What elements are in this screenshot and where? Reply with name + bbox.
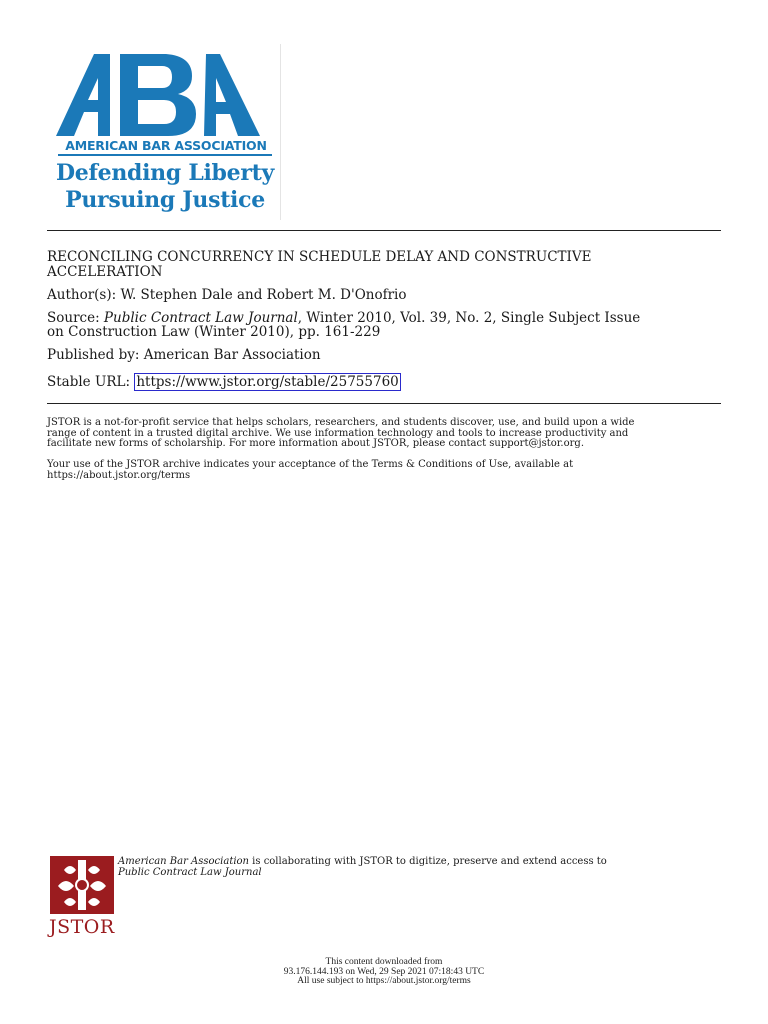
collab-journal: Public Contract Law Journal (118, 866, 262, 878)
aba-divider (58, 154, 272, 156)
collab-text: is collaborating with JSTOR to digitize, preserve and extend access to (249, 856, 607, 867)
authors: W. Stephen Dale and Robert M. D'Onofrio (120, 287, 407, 303)
notice-line1: JSTOR is a not-for-profit service that helps scholars, researchers, and students discover, use, and build upon a wide (47, 417, 635, 428)
publisher-line (47, 348, 321, 363)
notice-line2: range of content in a trusted digital archive. We use information technology and tools to increase productivity and (47, 427, 629, 439)
authors-label: Author(s): (47, 287, 117, 303)
terms-url[interactable]: https://about.jstor.org/terms (47, 469, 191, 481)
top-rule (47, 230, 721, 231)
terms-line1: Your use of the JSTOR archive indicates your acceptance of the Terms & Conditions of Use, available at (47, 459, 574, 470)
jstor-emblem-icon (50, 856, 114, 914)
aba-letters-logo (54, 50, 276, 140)
article-title-line2: ACCELERATION (47, 264, 163, 280)
footer-line3: All use subject to https://about.jstor.org/terms (297, 976, 471, 986)
stable-url-label: Stable URL: (47, 374, 131, 390)
authors-line (47, 288, 407, 303)
source-details: , Winter 2010, Vol. 39, No. 2, Single Subject Issue (297, 310, 641, 326)
published-label: Published by: (47, 347, 140, 363)
footer-line2: 93.176.144.193 on Wed, 29 Sep 2021 07:18:43 UTC (283, 966, 485, 977)
jstor-logo-icon (50, 856, 114, 914)
collab-org: American Bar Association (118, 856, 249, 867)
logo-edge-divider (280, 44, 281, 220)
stable-url-line (47, 375, 401, 390)
article-title-line1: RECONCILING CONCURRENCY IN SCHEDULE DELAY AND CONSTRUCTIVE (47, 249, 592, 265)
aba-motto-line1: Defending Liberty (56, 160, 274, 186)
publisher: American Bar Association (143, 347, 321, 363)
footer-line1: This content downloaded from (325, 957, 443, 967)
jstor-wordmark: JSTOR (49, 916, 115, 938)
collab-line1 (118, 857, 607, 868)
aba-logo (54, 50, 276, 218)
middle-rule (47, 403, 721, 404)
source-label: Source: (47, 310, 100, 326)
aba-name: AMERICAN BAR ASSOCIATION (65, 138, 267, 153)
source-line2: on Construction Law (Winter 2010), pp. 161-229 (47, 324, 381, 340)
notice-line3: facilitate new forms of scholarship. For more information about JSTOR, please contact support@jstor.org. (47, 438, 584, 449)
journal-title: Public Contract Law Journal (103, 310, 298, 326)
stable-url-link[interactable]: https://www.jstor.org/stable/25755760 (136, 374, 399, 390)
aba-motto-line2: Pursuing Justice (65, 187, 265, 213)
